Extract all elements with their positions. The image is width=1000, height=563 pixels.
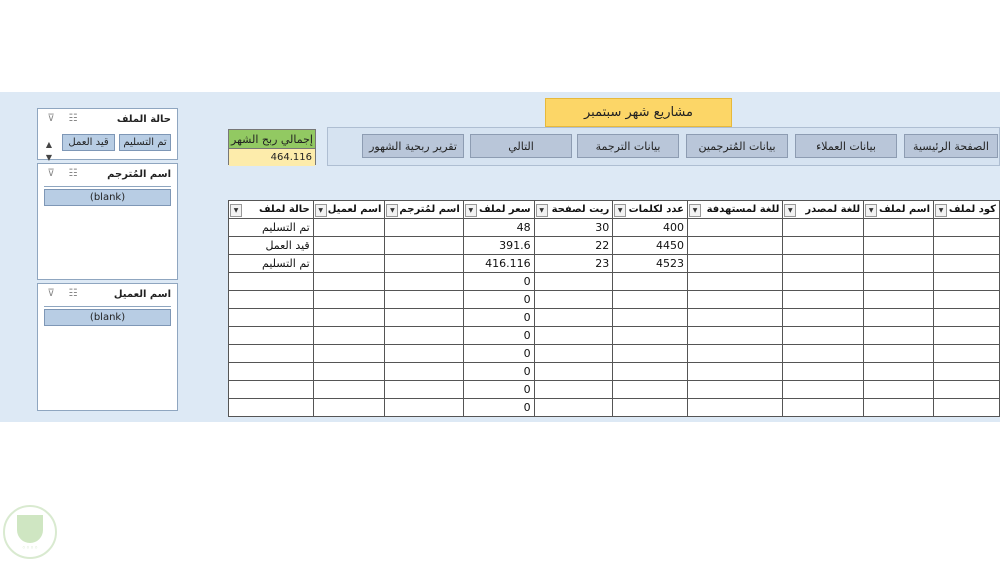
table-cell[interactable] [385,363,463,381]
table-row [229,291,1000,309]
table-cell[interactable] [864,327,934,345]
table-cell[interactable] [385,345,463,363]
table-cell[interactable] [783,237,864,255]
table-cell[interactable] [534,291,613,309]
column-header-translator-name[interactable]: ▼ اسم لمُترجم [385,201,463,219]
multi-select-icon[interactable]: ☷ [68,168,78,179]
table-cell[interactable]: 30 [534,219,613,237]
table-cell[interactable] [229,273,314,291]
table-cell[interactable] [385,219,463,237]
dropdown-arrow-icon[interactable]: ▼ [315,204,327,217]
table-cell[interactable]: 0 [463,309,534,327]
column-header-file-code[interactable]: ▼ كود لملف [934,201,1000,219]
dropdown-arrow-icon[interactable]: ▼ [689,204,701,217]
dropdown-arrow-icon[interactable]: ▼ [935,204,947,217]
file-status-slicer [37,108,178,160]
column-header-word-count[interactable]: ▼ عدد لكلمات [613,201,688,219]
table-cell[interactable] [534,273,613,291]
slicer-title: اسم العميل [113,289,171,300]
column-header-file-status[interactable]: ▼ حالة لملف [229,201,314,219]
table-cell[interactable] [534,345,613,363]
column-header-page-rate[interactable]: ▼ ريت لصفحة [534,201,613,219]
table-cell[interactable] [385,381,463,399]
table-cell[interactable]: 22 [534,237,613,255]
shield-icon [17,515,43,543]
table-cell[interactable] [688,255,783,273]
table-cell[interactable] [229,399,314,417]
table-row [229,327,1000,345]
table-cell[interactable] [688,273,783,291]
table-cell[interactable] [864,291,934,309]
table-cell[interactable] [313,219,385,237]
dropdown-arrow-icon[interactable]: ▼ [536,204,548,217]
table-cell[interactable]: 0 [463,327,534,345]
table-cell[interactable]: تم التسليم [229,219,314,237]
table-row [229,255,1000,273]
table-cell[interactable] [313,291,385,309]
table-cell[interactable] [534,309,613,327]
table-row [229,309,1000,327]
slicer-header [38,109,177,131]
table-row [229,345,1000,363]
table-header-row [229,201,1000,219]
table-cell[interactable] [313,345,385,363]
table-cell[interactable] [313,255,385,273]
projects-table [228,200,1000,417]
monthly-profit-value: 464.116 [229,149,315,166]
translators-data-button[interactable]: بيانات المُترجمين [686,134,788,158]
table-cell[interactable]: 416.116 [463,255,534,273]
table-cell[interactable] [864,345,934,363]
table-cell[interactable] [688,399,783,417]
table-cell[interactable] [688,291,783,309]
multi-select-icon[interactable]: ☷ [68,288,78,299]
table-cell[interactable] [934,327,1000,345]
table-cell[interactable]: 4523 [613,255,688,273]
monthly-profit-box [228,129,316,165]
clients-data-button[interactable]: بيانات العملاء [795,134,897,158]
table-cell[interactable] [864,363,934,381]
dropdown-arrow-icon[interactable]: ▼ [614,204,626,217]
table-row [229,273,1000,291]
table-cell[interactable] [783,399,864,417]
table-cell[interactable]: 48 [463,219,534,237]
monthly-profit-report-button[interactable]: تقرير ربحية الشهور [362,134,464,158]
table-cell[interactable] [385,273,463,291]
table-cell[interactable] [783,219,864,237]
table-cell[interactable] [534,327,613,345]
table-cell[interactable] [613,399,688,417]
table-cell[interactable] [864,219,934,237]
table-row [229,363,1000,381]
page-title: مشاريع شهر سبتمبر [545,98,732,127]
column-header-source-language[interactable]: ▼ للغة لمصدر [783,201,864,219]
table-cell[interactable] [934,291,1000,309]
home-button[interactable]: الصفحة الرئيسية [904,134,998,158]
filter-clear-icon[interactable]: ⊽ [47,288,55,299]
table-cell[interactable] [783,273,864,291]
column-header-client-name[interactable]: ▼ اسم لعميل [313,201,385,219]
multi-select-icon[interactable]: ☷ [68,113,78,124]
table-cell[interactable] [864,255,934,273]
table-cell[interactable] [313,381,385,399]
table-cell[interactable] [534,381,613,399]
table-cell[interactable] [313,363,385,381]
table-cell[interactable] [313,309,385,327]
next-button[interactable]: التالي [470,134,572,158]
table-cell[interactable] [934,381,1000,399]
table-cell[interactable] [385,255,463,273]
table-cell[interactable] [229,363,314,381]
table-cell[interactable]: 4450 [613,237,688,255]
table-cell[interactable] [864,399,934,417]
table-cell[interactable] [613,327,688,345]
table-cell[interactable]: 391.6 [463,237,534,255]
table-cell[interactable] [613,291,688,309]
table-cell[interactable] [229,309,314,327]
slicer-item-in-progress[interactable]: قيد العمل [62,134,115,151]
table-cell[interactable] [934,363,1000,381]
table-cell[interactable] [783,255,864,273]
table-cell[interactable]: 0 [463,291,534,309]
table-cell[interactable] [783,363,864,381]
slicer-item-delivered[interactable]: تم التسليم [119,134,171,151]
table-cell[interactable] [864,273,934,291]
table-cell[interactable] [385,309,463,327]
table-cell[interactable] [688,219,783,237]
table-cell[interactable] [783,291,864,309]
table-cell[interactable] [688,309,783,327]
slicer-item-blank[interactable]: (blank) [44,189,171,206]
table-cell[interactable] [688,345,783,363]
table-cell[interactable]: 0 [463,363,534,381]
table-row [229,219,1000,237]
table-cell[interactable] [534,399,613,417]
table-cell[interactable] [613,381,688,399]
table-cell[interactable] [229,291,314,309]
table-cell[interactable] [934,309,1000,327]
table-cell[interactable] [783,309,864,327]
table-cell[interactable]: 0 [463,345,534,363]
column-header-file-price[interactable]: ▼ سعر لملف [463,201,534,219]
dropdown-arrow-icon[interactable]: ▼ [230,204,242,217]
translator-slicer [37,163,178,280]
slicer-scroll-icon[interactable]: ▲ ▼ [45,140,53,162]
table-cell[interactable] [688,327,783,345]
dropdown-arrow-icon[interactable]: ▼ [465,204,477,217]
table-cell[interactable] [229,345,314,363]
table-cell[interactable]: قيد العمل [229,237,314,255]
table-cell[interactable] [313,273,385,291]
table-cell[interactable] [783,345,864,363]
slicer-title: اسم المُترجم [107,169,171,180]
table-cell[interactable]: 0 [463,273,534,291]
table-cell[interactable] [385,237,463,255]
table-cell[interactable] [688,237,783,255]
slicer-title: حالة الملف [116,114,171,125]
monthly-profit-label: إجمالي ربح الشهر [229,130,315,149]
table-cell[interactable] [934,273,1000,291]
dropdown-arrow-icon[interactable]: ▼ [865,204,877,217]
dropdown-arrow-icon[interactable]: ▼ [386,204,398,217]
filter-clear-icon[interactable]: ⊽ [47,113,55,124]
table-cell[interactable]: 23 [534,255,613,273]
table-row [229,399,1000,417]
dropdown-arrow-icon[interactable]: ▼ [784,204,796,217]
table-row [229,237,1000,255]
table-cell[interactable] [934,255,1000,273]
table-cell[interactable] [313,399,385,417]
slicer-divider [44,306,171,307]
table-cell[interactable] [385,291,463,309]
watermark-logo [3,505,57,559]
table-cell[interactable] [613,309,688,327]
table-cell[interactable] [313,327,385,345]
table-cell[interactable] [864,381,934,399]
table-cell[interactable] [934,237,1000,255]
column-header-target-language[interactable]: ▼ للغة لمستهدفة [688,201,783,219]
slicer-header [38,284,177,306]
table-cell[interactable] [934,219,1000,237]
table-cell[interactable] [934,399,1000,417]
slicer-divider [44,186,171,187]
table-cell[interactable] [783,327,864,345]
column-header-file-name[interactable]: ▼ اسم لملف [864,201,934,219]
translation-data-button[interactable]: بيانات الترجمة [577,134,679,158]
table-row [229,381,1000,399]
table-cell[interactable] [783,381,864,399]
client-slicer [37,283,178,411]
table-cell[interactable] [613,273,688,291]
table-cell[interactable] [385,399,463,417]
watermark-text: ◦◦◦◦ [21,544,39,552]
table-cell[interactable]: 400 [613,219,688,237]
table-cell[interactable]: 0 [463,381,534,399]
table-cell[interactable] [229,327,314,345]
table-cell[interactable]: 0 [463,399,534,417]
table-cell[interactable] [313,237,385,255]
table-cell[interactable] [534,363,613,381]
filter-clear-icon[interactable]: ⊽ [47,168,55,179]
table-cell[interactable] [864,309,934,327]
table-cell[interactable] [934,345,1000,363]
table-cell[interactable]: تم التسليم [229,255,314,273]
table-cell[interactable] [688,381,783,399]
slicer-header [38,164,177,186]
table-cell[interactable] [229,381,314,399]
slicer-item-blank[interactable]: (blank) [44,309,171,326]
table-cell[interactable] [613,345,688,363]
table-cell[interactable] [688,363,783,381]
table-cell[interactable] [613,363,688,381]
table-cell[interactable] [864,237,934,255]
table-cell[interactable] [385,327,463,345]
